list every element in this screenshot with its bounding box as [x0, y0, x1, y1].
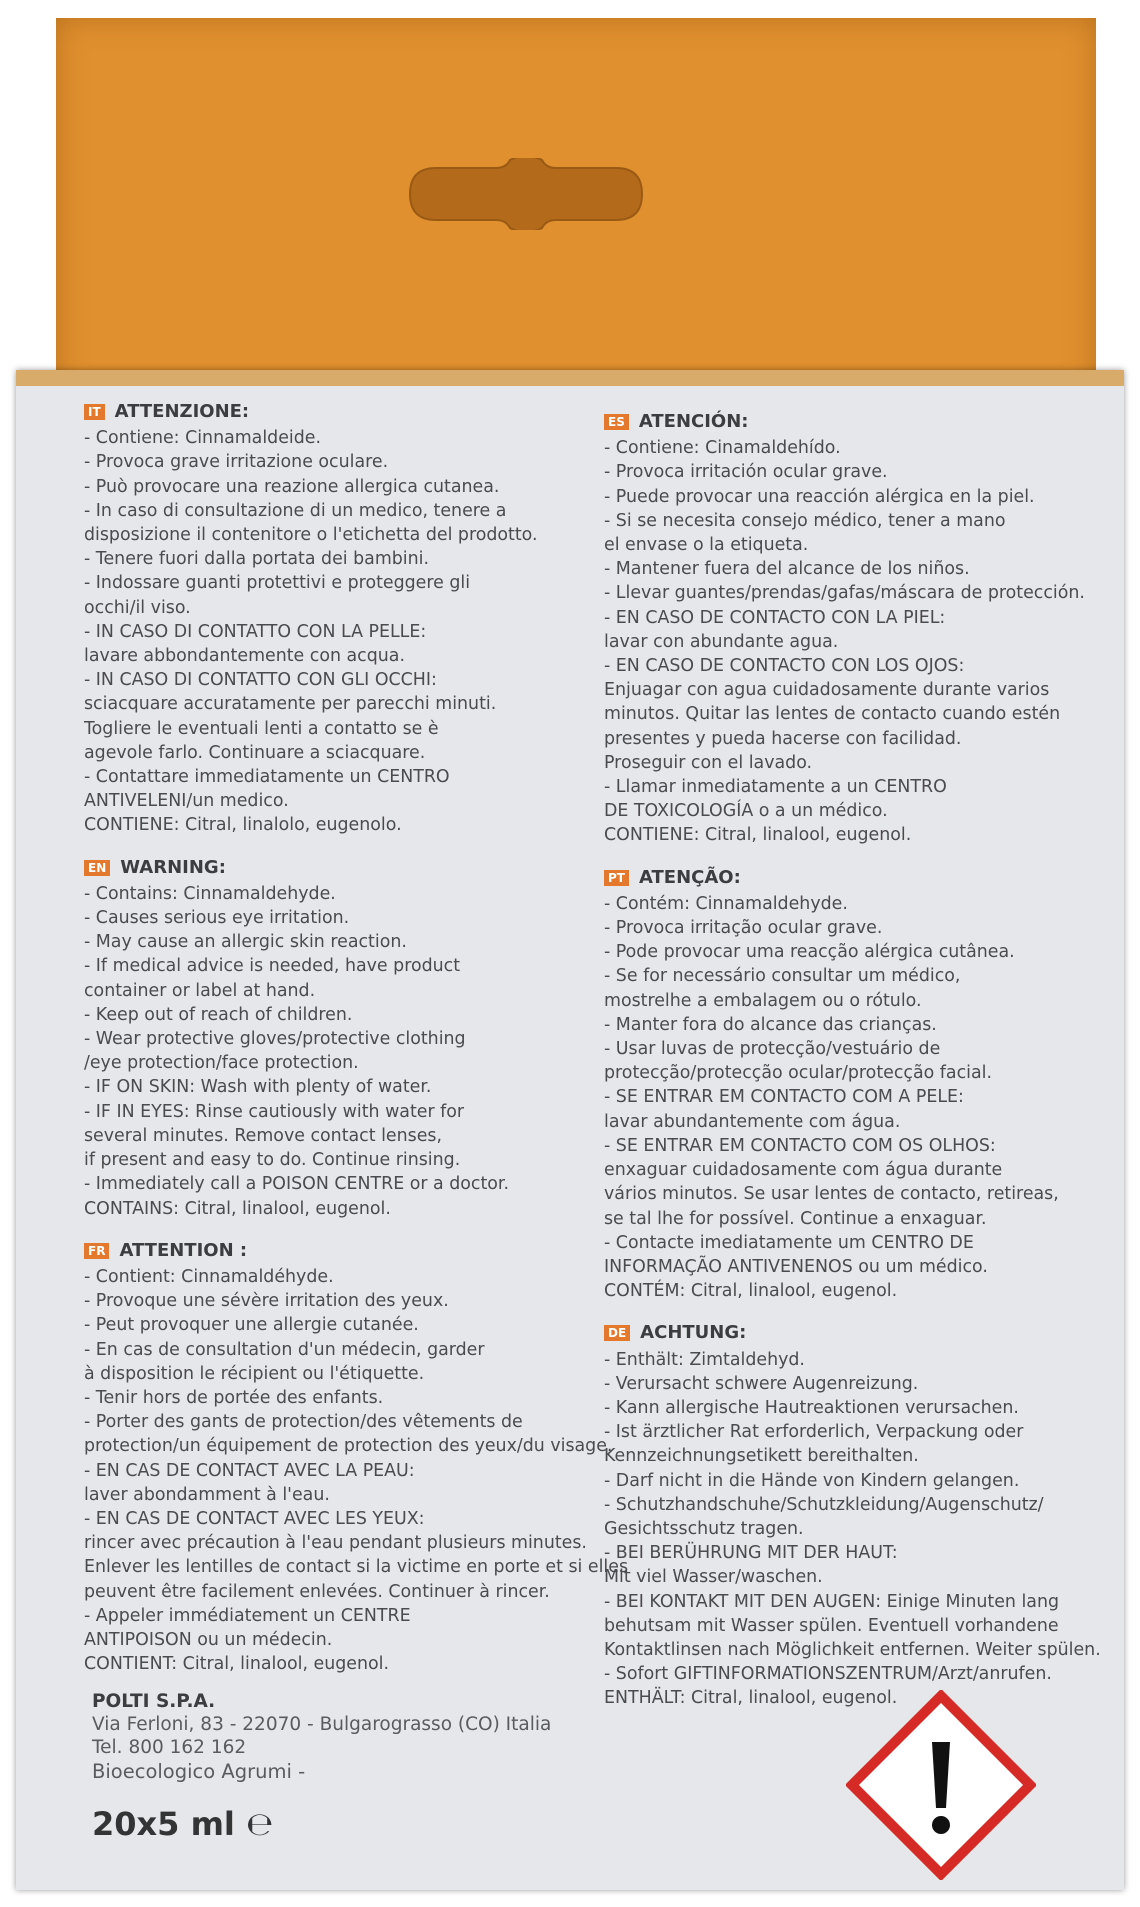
label-line: Gesichtsschutz tragen.	[604, 1518, 804, 1539]
label-line: lavar abundantemente com água.	[604, 1111, 901, 1132]
label-line: - Contiene: Cinnamaldeide.	[84, 428, 322, 449]
section-heading	[604, 410, 1114, 434]
label-line: presentes y pueda hacerse con facilidad.	[604, 728, 962, 749]
label-line: - Puede provocar una reacción alérgica en la piel.	[604, 486, 1035, 507]
label-line: occhi/il viso.	[84, 597, 191, 618]
label-line: - Contiene: Cinamaldehído.	[604, 438, 841, 459]
language-badge: ES	[604, 414, 629, 430]
label-line: - Se for necessário consultar um médico,	[604, 966, 961, 987]
label-line: - If medical advice is needed, have product	[84, 956, 461, 977]
label-line: - EN CASO DE CONTACTO CON LOS OJOS:	[604, 656, 965, 677]
label-line: - Contém: Cinnamaldehyde.	[604, 893, 848, 914]
label-line: protection/un équipement de protection des yeux/du visage.	[84, 1436, 613, 1457]
label-line: - EN CAS DE CONTACT AVEC LES YEUX:	[84, 1508, 425, 1529]
section-pt	[604, 866, 1114, 1304]
label-line: - Manter fora do alcance das crianças.	[604, 1014, 937, 1035]
label-line: laver abondamment à l'eau.	[84, 1484, 330, 1505]
label-line: minutos. Quitar las lentes de contacto cuando estén	[604, 704, 1061, 725]
label-line: - Darf nicht in die Hände von Kindern gelangen.	[604, 1470, 1020, 1491]
language-badge: EN	[84, 860, 110, 876]
language-badge: DE	[604, 1325, 630, 1341]
right-column	[604, 410, 1114, 1729]
label-line: - BEI KONTAKT MIT DEN AUGEN: Einige Minuten lang	[604, 1591, 1060, 1612]
language-badge: PT	[604, 870, 629, 886]
section-heading	[604, 1321, 1114, 1345]
label-line: - Ist ärztlicher Rat erforderlich, Verpackung oder	[604, 1422, 1024, 1443]
label-line: - May cause an allergic skin reaction.	[84, 932, 407, 953]
section-it	[84, 400, 604, 838]
label-line: Enjuagar con agua cuidadosamente durante varios	[604, 680, 1050, 701]
label-line: agevole farlo. Continuare a sciacquare.	[84, 742, 426, 763]
label-line: - Llevar guantes/prendas/gafas/máscara de protección.	[604, 583, 1085, 604]
label-line: - Wear protective gloves/protective clothing	[84, 1029, 466, 1050]
label-line: - Keep out of reach of children.	[84, 1004, 353, 1025]
label-line: - Provoca irritación ocular grave.	[604, 462, 888, 483]
company-name: POLTI S.P.A.	[92, 1691, 216, 1712]
label-line: - Provoca irritação ocular grave.	[604, 918, 883, 939]
contains-line: CONTIENE: Citral, linalolo, eugenolo.	[84, 815, 402, 836]
label-line: - Causes serious eye irritation.	[84, 908, 350, 929]
label-line: - Mantener fuera del alcance de los niños.	[604, 559, 970, 580]
label-line: - En cas de consultation d'un médecin, garder	[84, 1339, 485, 1360]
warning-label-card	[16, 370, 1124, 1890]
label-line: - Llamar inmediatamente a un CENTRO	[604, 777, 947, 798]
section-es	[604, 410, 1114, 848]
label-line: disposizione il contenitore o l'etichetta del prodotto.	[84, 525, 538, 546]
label-line: Proseguir con el lavado.	[604, 752, 813, 773]
company-block	[92, 1690, 551, 1759]
label-line: - Contattare immediatamente un CENTRO	[84, 767, 450, 788]
contains-line: CONTIENT: Citral, linalool, eugenol.	[84, 1654, 389, 1675]
label-line: - Appeler immédiatement un CENTRE	[84, 1605, 411, 1626]
label-line: se tal lhe for possível. Continue a enxaguar.	[604, 1208, 987, 1229]
company-address: Via Ferloni, 83 - 22070 - Bulgarograsso (CO) Italia	[92, 1714, 552, 1735]
heading-text: ATENÇÃO:	[638, 866, 741, 888]
language-badge: FR	[84, 1243, 109, 1259]
label-line: lavar con abundante agua.	[604, 631, 839, 652]
label-line: Kontaktlinsen nach Möglichkeit entfernen. Weiter spülen.	[604, 1639, 1101, 1660]
label-line: - Pode provocar uma reacção alérgica cutânea.	[604, 942, 1015, 963]
contains-line: ENTHÄLT: Citral, linalool, eugenol.	[604, 1688, 898, 1709]
label-line: - Sofort GIFTINFORMATIONSZENTRUM/Arzt/anrufen.	[604, 1664, 1052, 1685]
label-line: ANTIVELENI/un medico.	[84, 791, 289, 812]
label-line: - Kann allergische Hautreaktionen verursachen.	[604, 1397, 1019, 1418]
section-heading	[604, 866, 1114, 890]
label-line: behutsam mit Wasser spülen. Eventuell vorhandene	[604, 1615, 1059, 1636]
label-line: - Peut provoquer une allergie cutanée.	[84, 1315, 419, 1336]
label-line: sciacquare accuratamente per parecchi minuti.	[84, 694, 497, 715]
contains-line: CONTIENE: Citral, linalool, eugenol.	[604, 825, 912, 846]
label-line: Enlever les lentilles de contact si la victime en porte et si elles	[84, 1557, 629, 1578]
label-line: - Provoque une sévère irritation des yeux.	[84, 1291, 449, 1312]
label-line: enxaguar cuidadosamente com água durante	[604, 1160, 1003, 1181]
label-line: - Contacte imediatamente um CENTRO DE	[604, 1232, 974, 1253]
hanging-flap	[56, 18, 1096, 398]
label-line: el envase o la etiqueta.	[604, 535, 809, 556]
section-heading	[84, 856, 604, 880]
heading-text: ATENCIÓN:	[638, 411, 749, 432]
label-line: container or label at hand.	[84, 980, 316, 1001]
label-line: peuvent être facilement enlevées. Continuer à rincer.	[84, 1581, 550, 1602]
label-line: - Tenere fuori dalla portata dei bambini.	[84, 549, 430, 570]
label-line: Togliere le eventuali lenti a contatto se è	[84, 718, 439, 739]
section-heading	[84, 1239, 604, 1263]
label-line: - Porter des gants de protection/des vêtements de	[84, 1412, 523, 1433]
label-line: - EN CAS DE CONTACT AVEC LA PEAU:	[84, 1460, 415, 1481]
label-line: DE TOXICOLOGÍA o a un médico.	[604, 801, 888, 822]
section-fr	[84, 1239, 629, 1677]
label-line: lavare abbondantemente con acqua.	[84, 646, 405, 667]
label-line: INFORMAÇÃO ANTIVENENOS ou um médico.	[604, 1256, 988, 1277]
label-line: - IN CASO DI CONTATTO CON GLI OCCHI:	[84, 670, 437, 691]
heading-text: WARNING:	[120, 856, 226, 878]
label-line: - Può provocare una reazione allergica cutanea.	[84, 476, 500, 497]
label-line: /eye protection/face protection.	[84, 1053, 359, 1074]
label-line: Kennzeichnungsetikett bereithalten.	[604, 1446, 919, 1467]
contains-line: CONTÉM: Citral, linalool, eugenol.	[604, 1281, 898, 1302]
language-badge: IT	[84, 404, 105, 420]
label-line: - SE ENTRAR EM CONTACTO COM OS OLHOS:	[604, 1135, 996, 1156]
label-line: - Immediately call a POISON CENTRE or a doctor.	[84, 1174, 510, 1195]
section-en	[84, 856, 604, 1221]
label-line: à disposition le récipient ou l'étiquette.	[84, 1363, 425, 1384]
label-line: - Contient: Cinnamaldéhyde.	[84, 1266, 334, 1287]
hanger-hole	[406, 158, 646, 230]
label-line: - Provoca grave irritazione oculare.	[84, 452, 389, 473]
label-line: vários minutos. Se usar lentes de contacto, retireas,	[604, 1184, 1059, 1205]
contains-line: CONTAINS: Citral, linalool, eugenol.	[84, 1198, 391, 1219]
label-line: - IF IN EYES: Rinse cautiously with water for	[84, 1101, 465, 1122]
label-line: - In caso di consultazione di un medico, tenere a	[84, 500, 507, 521]
label-line: - Indossare guanti protettivi e proteggere gli	[84, 573, 471, 594]
label-line: - EN CASO DE CONTACTO CON LA PIEL:	[604, 607, 946, 628]
label-line: - Contains: Cinnamaldehyde.	[84, 883, 336, 904]
company-phone: Tel. 800 162 162	[92, 1737, 247, 1758]
label-line: - Tenir hors de portée des enfants.	[84, 1387, 384, 1408]
heading-text: ATTENTION :	[119, 1239, 248, 1261]
label-line: rincer avec précaution à l'eau pendant plusieurs minutes.	[84, 1533, 587, 1554]
ghs-exclamation-hazard-icon	[846, 1690, 1036, 1880]
heading-text: ACHTUNG:	[640, 1322, 747, 1344]
label-line: several minutes. Remove contact lenses,	[84, 1125, 442, 1146]
label-line: - IF ON SKIN: Wash with plenty of water.	[84, 1077, 432, 1098]
label-line: mostrelhe a embalagem ou o rótulo.	[604, 990, 922, 1011]
label-line: - SE ENTRAR EM CONTACTO COM A PELE:	[604, 1087, 964, 1108]
label-line: - BEI BERÜHRUNG MIT DER HAUT:	[604, 1543, 898, 1564]
label-line: Mit viel Wasser/waschen.	[604, 1567, 823, 1588]
label-line: ANTIPOISON ou un médecin.	[84, 1629, 333, 1650]
card-fold-edge	[16, 370, 1124, 386]
heading-text: ATTENZIONE:	[114, 401, 250, 422]
section-heading	[84, 400, 604, 424]
product-name: Bioecologico Agrumi -	[92, 1760, 306, 1783]
label-line: - IN CASO DI CONTATTO CON LA PELLE:	[84, 621, 427, 642]
label-line: protecção/protecção ocular/protecção facial.	[604, 1063, 992, 1084]
label-line: - Si se necesita consejo médico, tener a mano	[604, 510, 1006, 531]
label-line: - Usar luvas de protecção/vestuário de	[604, 1039, 941, 1060]
label-line: - Verursacht schwere Augenreizung.	[604, 1373, 919, 1394]
label-line: if present and easy to do. Continue rinsing.	[84, 1150, 461, 1171]
label-line: - Enthält: Zimtaldehyd.	[604, 1349, 805, 1370]
section-de	[604, 1321, 1114, 1710]
quantity: 20x5 ml ℮	[92, 1805, 274, 1843]
label-line: - Schutzhandschuhe/Schutzkleidung/Augenschutz/	[604, 1494, 1044, 1515]
